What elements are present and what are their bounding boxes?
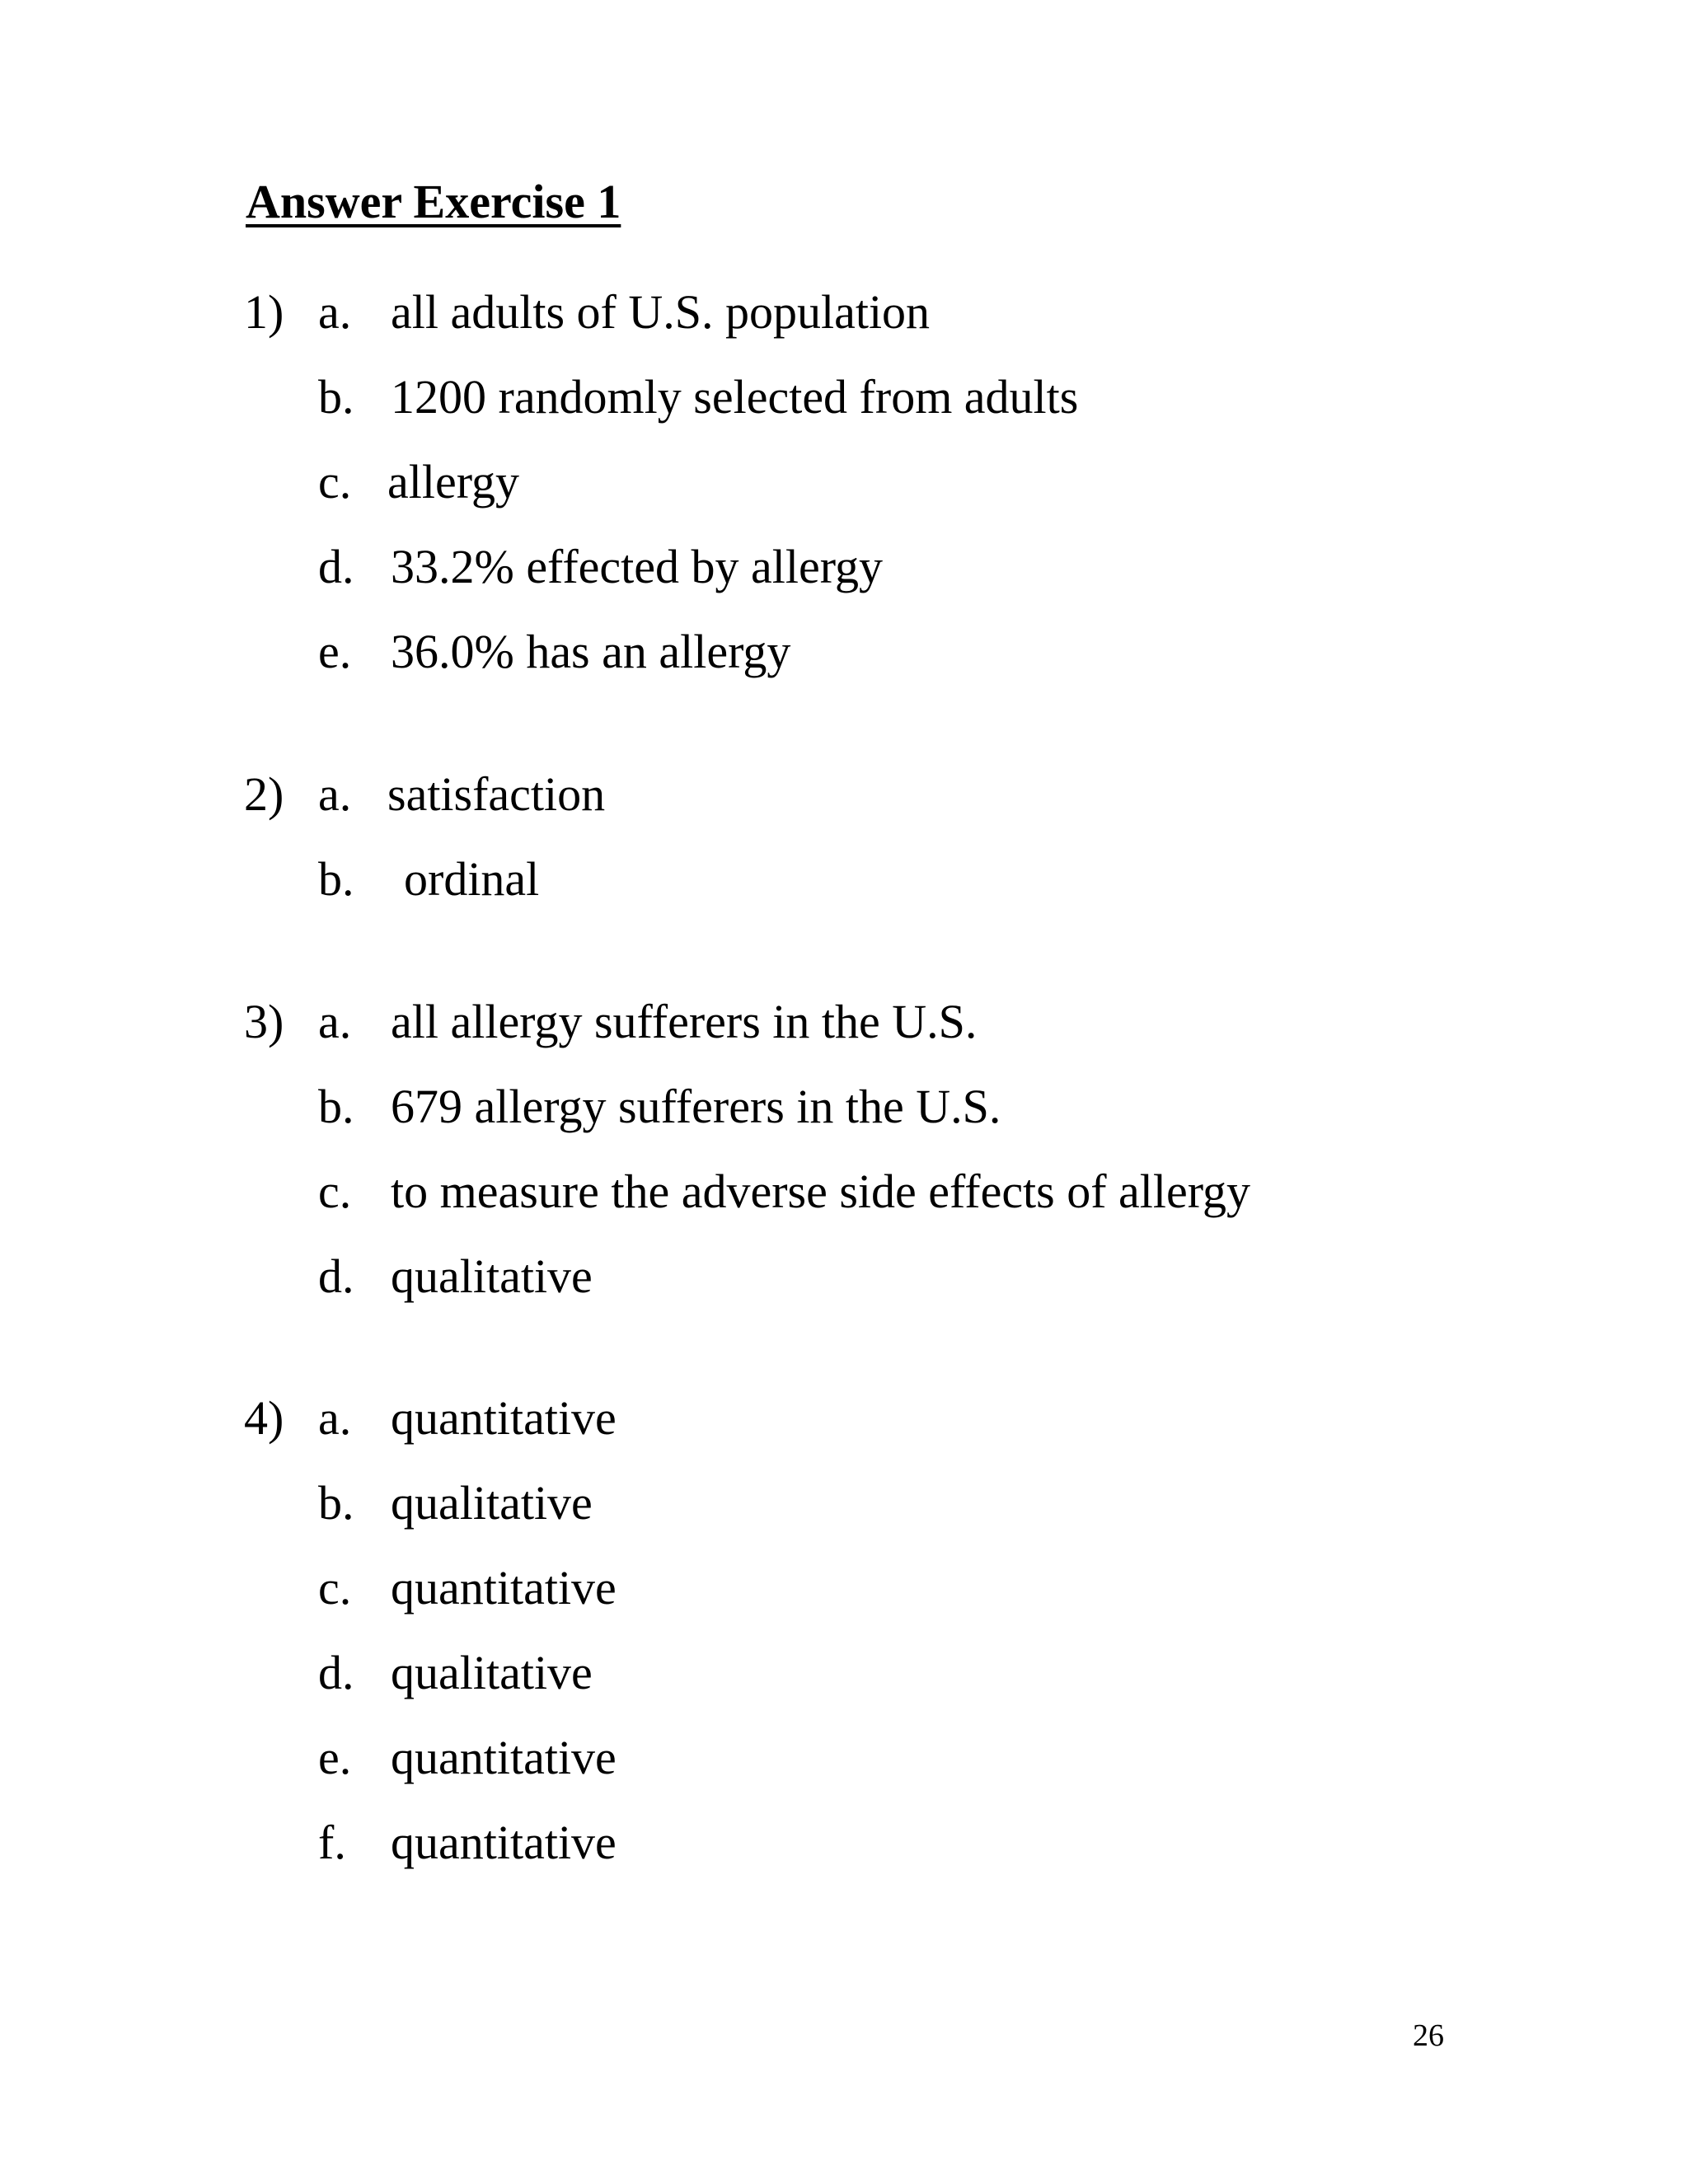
item-letter: b.	[318, 370, 354, 424]
item-text: qualitative	[391, 1646, 593, 1699]
answer-line	[0, 453, 1688, 511]
answer-line	[0, 851, 1688, 908]
item-letter: d.	[318, 1249, 354, 1303]
item-letter: d.	[318, 540, 354, 593]
item-letter: d.	[318, 1646, 354, 1699]
item-text: 33.2% effected by allergy	[391, 540, 883, 593]
answer-line	[0, 1644, 1688, 1702]
answer-line	[0, 1078, 1688, 1136]
item-letter: e.	[318, 625, 352, 678]
item-text: all allergy sufferers in the U.S.	[391, 995, 978, 1048]
item-letter: c.	[318, 1561, 352, 1615]
page-number: 26	[1413, 2018, 1444, 2053]
item-letter: a.	[318, 767, 352, 821]
item-letter: c.	[318, 1165, 352, 1218]
item-text: ordinal	[404, 852, 540, 906]
question-number: 1)	[244, 285, 284, 339]
item-text: 1200 randomly selected from adults	[391, 370, 1079, 424]
answer-line	[0, 1814, 1688, 1872]
item-letter: a.	[318, 995, 352, 1048]
item-letter: a.	[318, 1391, 352, 1445]
item-text: quantitative	[391, 1816, 617, 1869]
item-text: qualitative	[391, 1476, 593, 1530]
item-text: allergy	[387, 455, 519, 509]
question-number: 2)	[244, 767, 284, 821]
item-letter: c.	[318, 455, 352, 509]
answer-line	[0, 1163, 1688, 1221]
answer-line	[0, 623, 1688, 681]
answer-line	[0, 368, 1688, 426]
item-letter: b.	[318, 1080, 354, 1133]
answer-line	[0, 1729, 1688, 1787]
item-letter: a.	[318, 285, 352, 339]
item-letter: b.	[318, 852, 354, 906]
answer-line	[0, 538, 1688, 596]
item-letter: e.	[318, 1731, 352, 1784]
item-text: satisfaction	[387, 767, 606, 821]
answer-line	[0, 284, 1688, 341]
item-text: 679 allergy sufferers in the U.S.	[391, 1080, 1001, 1133]
answer-line	[0, 993, 1688, 1051]
answer-line	[0, 1390, 1688, 1447]
item-text: 36.0% has an allergy	[391, 625, 791, 678]
answer-line	[0, 1474, 1688, 1532]
item-letter: f.	[318, 1816, 346, 1869]
item-text: to measure the adverse side effects of allergy	[391, 1165, 1251, 1218]
question-number: 3)	[244, 995, 284, 1048]
answer-line	[0, 1559, 1688, 1617]
answer-line	[0, 766, 1688, 823]
item-text: all adults of U.S. population	[391, 285, 931, 339]
item-text: quantitative	[391, 1391, 617, 1445]
item-text: qualitative	[391, 1249, 593, 1303]
answer-line	[0, 1248, 1688, 1305]
item-text: quantitative	[391, 1561, 617, 1615]
question-number: 4)	[244, 1391, 284, 1445]
item-letter: b.	[318, 1476, 354, 1530]
item-text: quantitative	[391, 1731, 617, 1784]
page-title: Answer Exercise 1	[246, 175, 621, 228]
